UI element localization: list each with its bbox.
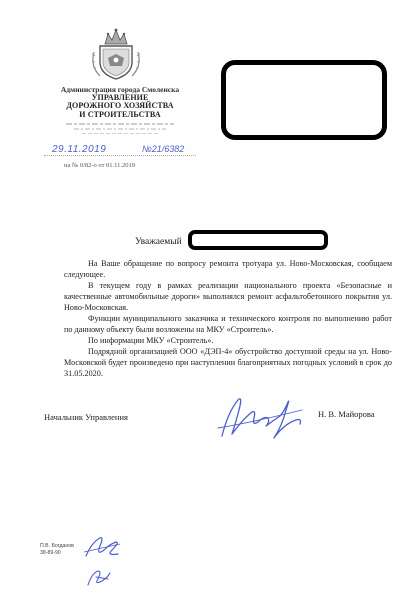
redacted-recipient-name bbox=[188, 230, 328, 250]
registration-number: №21/6382 bbox=[142, 144, 185, 154]
reply-reference: на № 0/82-о от 01.11.2019 bbox=[64, 162, 136, 169]
address-scribble-lines bbox=[60, 121, 180, 135]
registration-underline bbox=[44, 155, 196, 156]
letter-body bbox=[64, 258, 392, 379]
body-paragraph-4: По информации МКУ «Строитель». bbox=[88, 336, 214, 345]
body-paragraph-2: В текущем году в рамках реализации национального проекта «Безопасные и качественные автомобильные дороги» выполнялся ремонт асфальтобетонного покрытия ул. Ново-Московская. bbox=[64, 281, 392, 312]
registration-line bbox=[44, 144, 196, 158]
executor-signature bbox=[82, 534, 122, 562]
sender-address-illegible bbox=[50, 121, 190, 137]
executor-name: П.В. Богданов bbox=[40, 543, 74, 549]
body-paragraph-5: Подрядной организацией ООО «ДЭП-4» обустройство доступной среды на ул. Ново-Московской будет произведено при наступлении благоприятных погодных условий в срок до 31.05.2020. bbox=[64, 347, 392, 378]
department-name-line1: УПРАВЛЕНИЕ bbox=[91, 92, 149, 102]
signatory-title: Начальник Управления bbox=[44, 412, 128, 422]
executor-phone: 38-89-90 bbox=[40, 550, 61, 556]
executor-block bbox=[40, 543, 74, 557]
redacted-recipient-block bbox=[221, 60, 387, 140]
department-name-line2: ДОРОЖНОГО ХОЗЯЙСТВА bbox=[66, 101, 174, 111]
greeting: Уважаемый bbox=[135, 237, 182, 247]
sender-organization-block bbox=[50, 86, 190, 137]
initials-mark bbox=[84, 567, 114, 589]
signatory-name: Н. В. Майорова bbox=[318, 409, 375, 419]
administration-name: Администрация города Смоленска bbox=[60, 85, 180, 94]
body-paragraph-3: Функции муниципального заказчика и технического контроля по выполнению работ по данному объекту были возложены на МКУ «Строитель». bbox=[64, 314, 392, 334]
registration-date: 29.11.2019 bbox=[52, 144, 107, 155]
body-paragraph-1: На Ваше обращение по вопросу ремонта тротуара ул. Ново-Московская, сообщаем следующее. bbox=[64, 259, 392, 279]
coat-of-arms-emblem bbox=[86, 22, 146, 82]
department-name-line3: И СТРОИТЕЛЬСТВА bbox=[79, 109, 161, 119]
handwritten-signature bbox=[214, 392, 306, 444]
